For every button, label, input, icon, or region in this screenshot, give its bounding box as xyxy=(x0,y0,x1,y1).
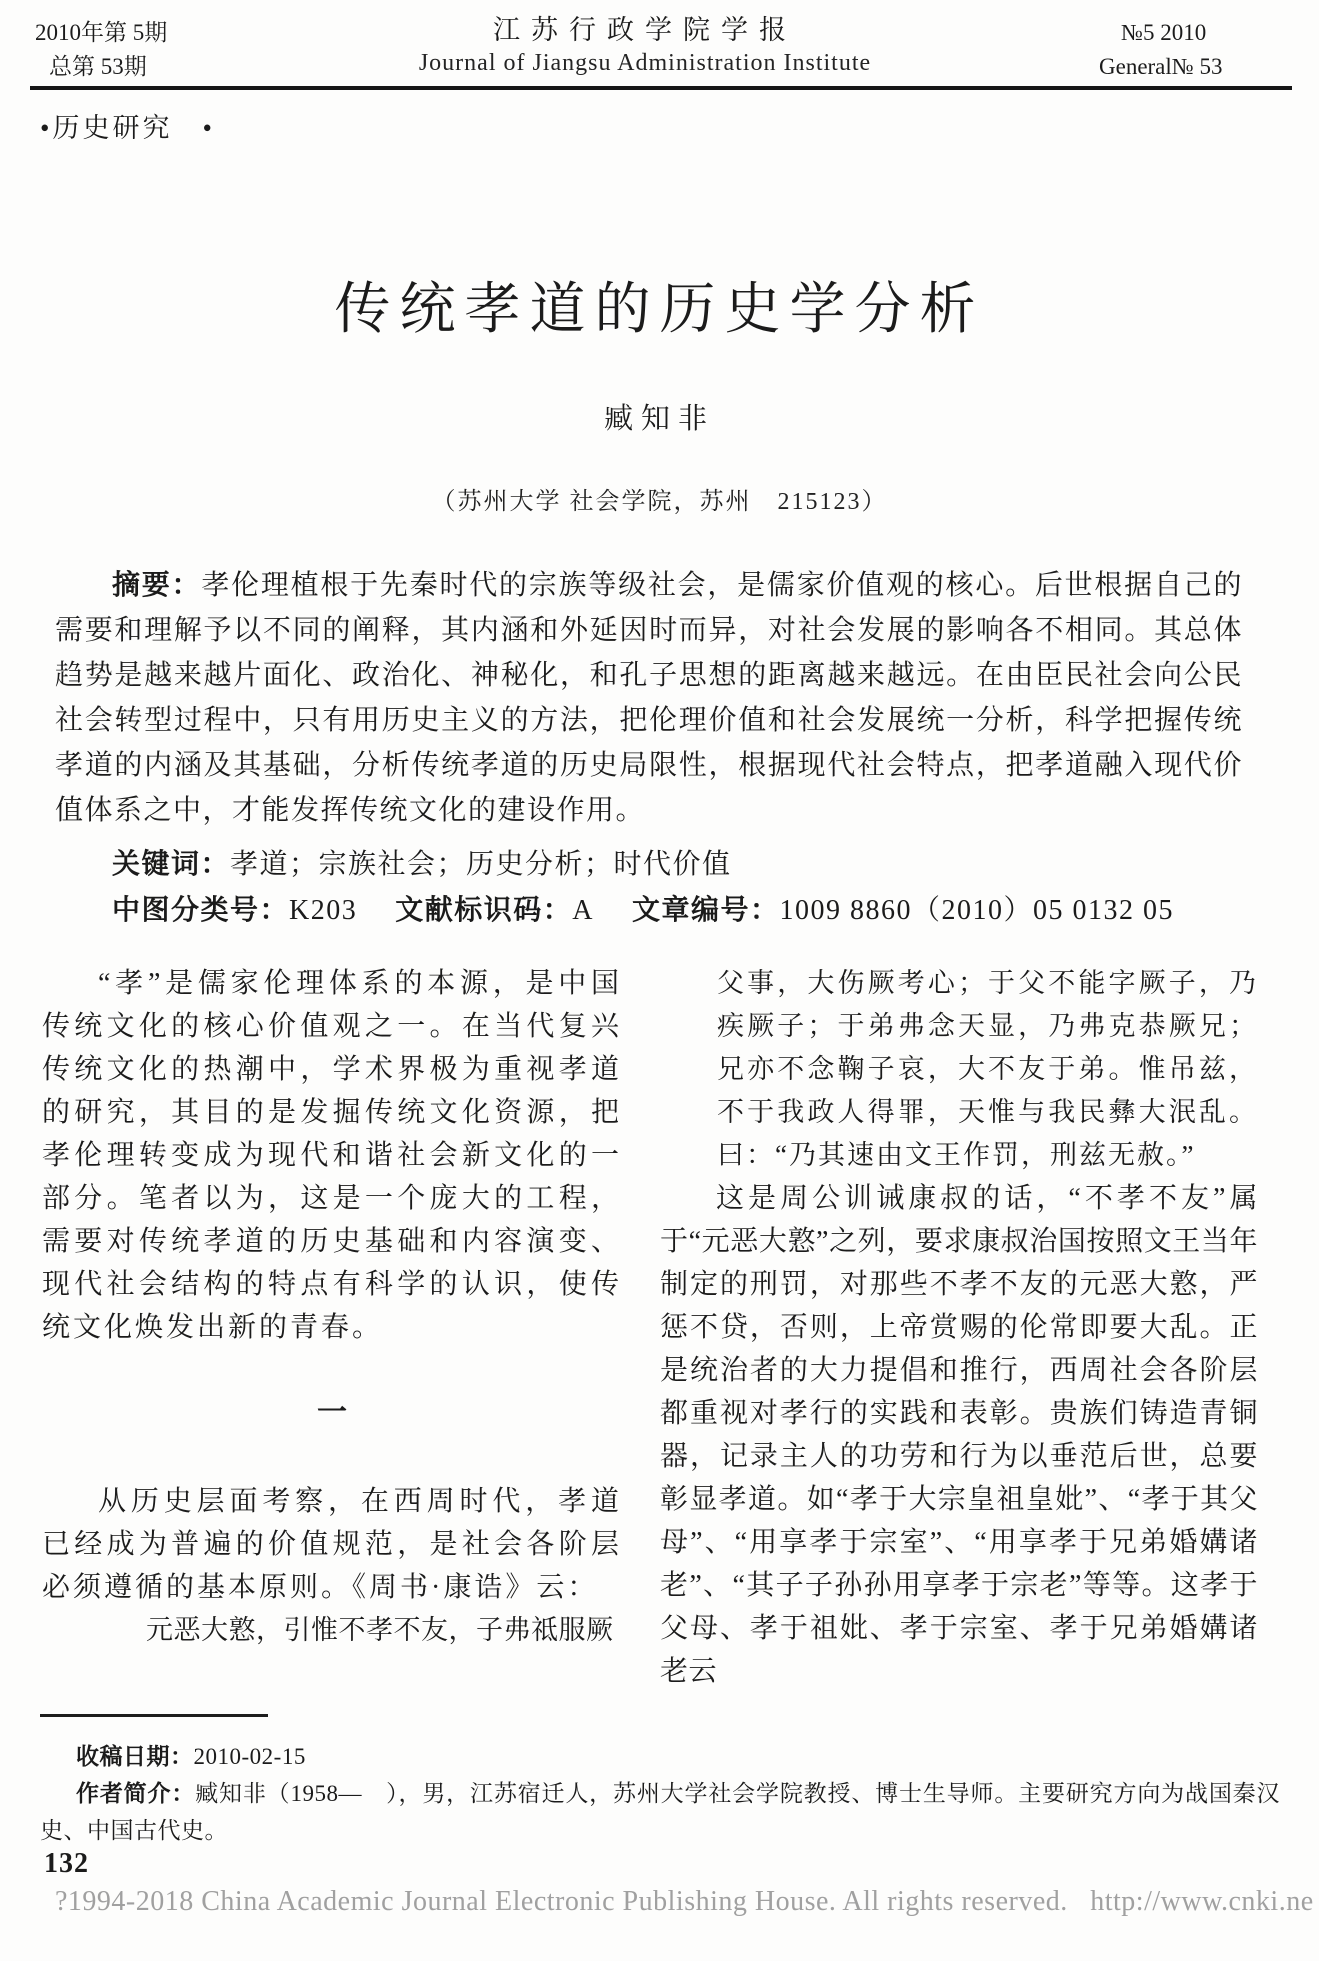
header-divider-rule xyxy=(30,86,1292,90)
page-header xyxy=(35,14,1255,86)
keywords-line xyxy=(55,841,1243,887)
abstract-block xyxy=(55,562,1243,933)
abstract-label: 摘要： xyxy=(112,569,202,600)
classical-quote-continued: 父事，大伤厥考心；于父不能字厥子，乃疾厥子；于弟弗念天显，乃弗克恭厥兄；兄亦不念鞠子哀，大不友于弟。惟吊兹，不于我政人得罪，天惟与我民彝大泯乱。曰：“乃其速由文王作罚，刑兹无赦。” xyxy=(717,968,1258,1170)
author-bio-value: 臧知非（1958— ），男，江苏宿迁人，苏州大学社会学院教授、博士生导师。主要研究方向为战国秦汉史、中国古代史。 xyxy=(40,1781,1281,1843)
header-journal-name xyxy=(35,14,1255,80)
journal-name-english: Journal of Jiangsu Administration Institute xyxy=(418,50,872,76)
issue-general-no-english: General№ 53 xyxy=(1099,54,1223,79)
classification-line xyxy=(55,887,1243,933)
author-bio-label: 作者简介： xyxy=(76,1780,196,1806)
section-one-paragraph: 从历史层面考察，在西周时代，孝道已经成为普遍的价值规范，是社会各阶层必须遵循的基本原则。《周书·康诰》云： xyxy=(42,1486,622,1603)
article-author: 臧知非 xyxy=(603,403,715,435)
analysis-paragraph: 这是周公训诫康叔的话，“不孝不友”属于“元恶大憝”之列，要求康叔治国按照文王当年制定的刑罚，对那些不孝不友的元恶大憝，严惩不贷，否则，上帝赏赐的伦常即要大乱。正是统治者的大力提倡和推行，西周社会各阶层都重视对孝行的实践和表彰。贵族们铸造青铜器，记录主人的功劳和行为以垂范后世，总要彰显孝道。如“孝于大宗皇祖皇妣”、“孝于其父母”、“用享孝于宗室”、“用享孝于兄弟婚媾诸老”、“其子子孙孙用享孝于宗老”等等。这孝于父母、孝于祖妣、孝于宗室、孝于兄弟婚媾诸老云 xyxy=(660,1183,1258,1687)
clc-label: 中图分类号： xyxy=(112,894,290,925)
section-label: •历史研究 • xyxy=(40,113,215,143)
doc-code-value: A xyxy=(572,895,594,926)
issue-year-number: 2010年第 5期 xyxy=(35,20,168,45)
keywords-text: 孝道；宗族社会；历史分析；时代价值 xyxy=(230,849,732,880)
author-bio-line xyxy=(40,1775,1280,1849)
classical-quote-start: 元恶大憝，引惟不孝不友，子弗祗服厥 xyxy=(146,1615,614,1645)
clc-value: K203 xyxy=(289,895,358,926)
section-heading-one: 一 xyxy=(317,1396,347,1429)
page-number: 132 xyxy=(44,1848,89,1879)
footnote-block xyxy=(40,1738,1280,1849)
article-title: 传统孝道的历史学分析 xyxy=(334,279,985,341)
left-column xyxy=(42,962,622,1693)
received-date-label: 收稿日期： xyxy=(76,1743,194,1769)
issue-no-english: №5 2010 xyxy=(1121,20,1207,45)
journal-name-chinese: 江苏行政学院学报 xyxy=(493,15,797,45)
received-date-value: 2010-02-15 xyxy=(193,1744,306,1769)
header-issue-info-english xyxy=(1099,16,1255,84)
article-id-value: 1009 8860（2010）05 0132 05 xyxy=(779,895,1175,926)
abstract-paragraph xyxy=(55,562,1243,833)
received-date-line xyxy=(40,1738,1280,1775)
cnki-watermark: ?1994-2018 China Academic Journal Electronic Publishing House. All rights reserved. http://www.cnki.ne xyxy=(55,1886,1314,1917)
intro-paragraph: “孝”是儒家伦理体系的本源，是中国传统文化的核心价值观之一。在当代复兴传统文化的热潮中，学术界极为重视孝道的研究，其目的是发掘传统文化资源，把孝伦理转变成为现代和谐社会新文化的一部分。笔者以为，这是一个庞大的工程，需要对传统孝道的历史基础和内容演变、现代社会结构的特点有科学的认识，使传统文化焕发出新的青春。 xyxy=(42,968,622,1343)
footnote-divider-rule xyxy=(40,1714,268,1717)
body-columns xyxy=(42,962,1258,1693)
abstract-text: 孝伦理植根于先秦时代的宗族等级社会，是儒家价值观的核心。后世根据自己的需要和理解予以不同的阐释，其内涵和外延因时而异，对社会发展的影响各不相同。其总体趋势是越来越片面化、政治化、神秘化，和孔子思想的距离越来越远。在由臣民社会向公民社会转型过程中，只有用历史主义的方法，把伦理价值和社会发展统一分析，科学把握传统孝道的内涵及其基础，分析传统孝道的历史局限性，根据现代社会特点，把孝道融入现代价值体系之中，才能发挥传统文化的建设作用。 xyxy=(55,570,1243,826)
article-id-label: 文章编号： xyxy=(632,894,780,925)
right-column xyxy=(660,962,1258,1693)
author-affiliation: （苏州大学 社会学院，苏州 215123） xyxy=(431,489,888,515)
issue-cumulative-number: 总第 53期 xyxy=(49,54,147,79)
keywords-label: 关键词： xyxy=(112,848,231,879)
doc-code-label: 文献标识码： xyxy=(395,894,573,925)
